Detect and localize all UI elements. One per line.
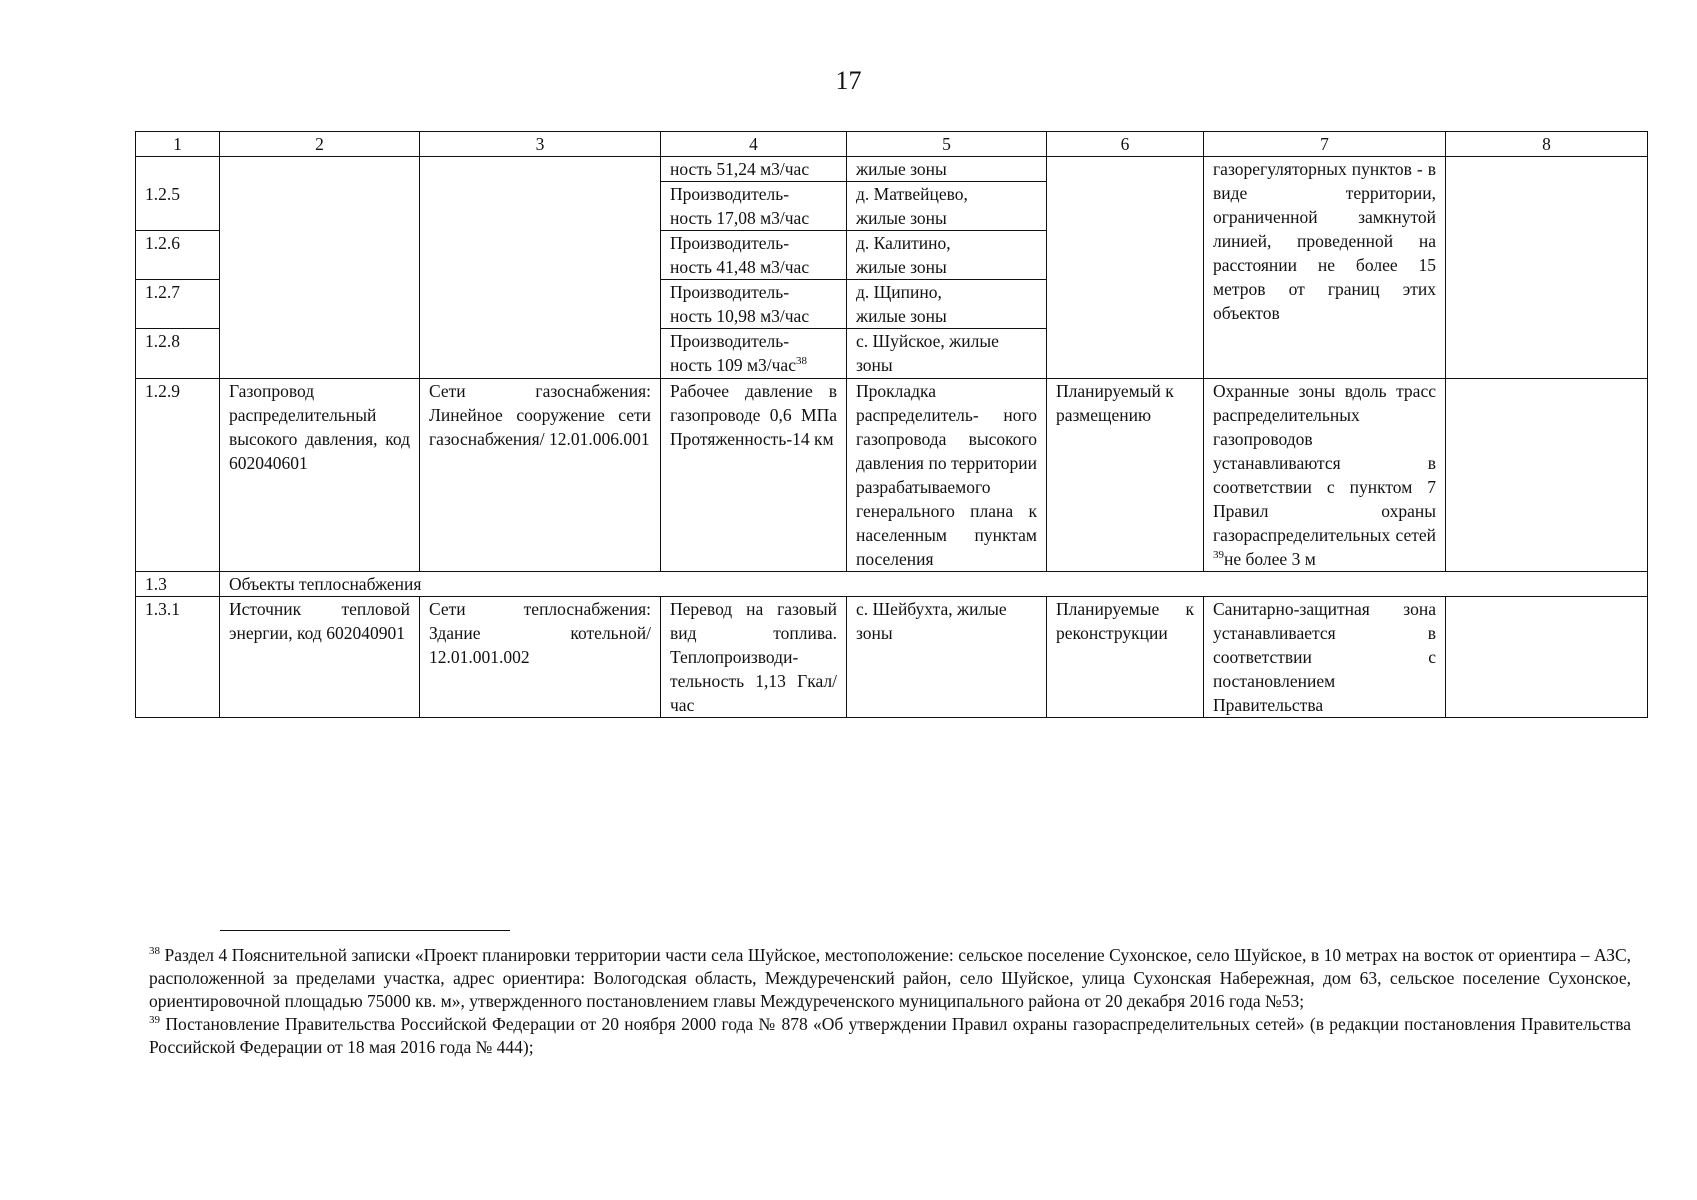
location-cell xyxy=(847,182,1047,231)
location-name: д. Матвейцево, xyxy=(856,184,968,204)
capacity-value: ность 17,08 м3/час xyxy=(670,208,810,228)
capacity-cell xyxy=(661,231,847,280)
header-cell: 4 xyxy=(661,132,847,157)
location-cell: Прокладка распределитель- ного газопровода высокого давления по территории разрабатываемого генерального плана к населенным пунктам поселения xyxy=(847,379,1047,572)
location-cell xyxy=(847,231,1047,280)
table-row xyxy=(136,379,1648,572)
table-row xyxy=(136,597,1648,718)
location-name: д. Щипино, xyxy=(856,282,942,302)
location-zone: жилые зоны xyxy=(856,306,947,326)
empty-cell xyxy=(220,157,420,379)
empty-cell xyxy=(1446,157,1648,379)
location-cell xyxy=(847,280,1047,329)
network-cell: Сети теплоснабжения: Здание котельной/ 12.01.001.002 xyxy=(420,597,661,718)
location-cell xyxy=(847,329,1047,379)
header-cell: 3 xyxy=(420,132,661,157)
empty-cell xyxy=(1446,379,1648,572)
capacity-label: Производитель- xyxy=(670,331,790,351)
header-cell: 8 xyxy=(1446,132,1648,157)
zone-text-end: не более 3 м xyxy=(1224,549,1316,569)
location-cell: жилые зоны xyxy=(847,157,1047,182)
zone-cell xyxy=(1204,379,1446,572)
footnote-text: Постановление Правительства Российской Федерации от 20 ноября 2000 года № 878 «Об утверждении Правил охраны газораспределительных сетей» (в редакции постановления Правительства Российской Федерации от 18 мая 2016 года № 444); xyxy=(149,1014,1631,1057)
capacity-label: Производитель- xyxy=(670,184,790,204)
zone-text: Охранные зоны вдоль трасс распределительных газопроводов устанавливаются в соответствии с пунктом 7 Правил охраны газораспределительных сетей xyxy=(1213,381,1436,545)
capacity-value: ность 41,48 м3/час xyxy=(670,257,810,277)
table-row xyxy=(136,157,1648,182)
header-row xyxy=(136,132,1648,157)
main-table xyxy=(135,131,1648,718)
status-cell: Планируемый к размещению xyxy=(1047,379,1204,572)
section-title: Объекты теплоснабжения xyxy=(220,572,1648,597)
network-cell: Сети газоснабжения: Линейное сооружение сети газоснабжения/ 12.01.006.001 xyxy=(420,379,661,572)
row-number xyxy=(136,157,220,182)
capacity-label: Производитель- xyxy=(670,282,790,302)
empty-cell xyxy=(1446,597,1648,718)
location-name: д. Калитино, xyxy=(856,233,951,253)
capacity-cell xyxy=(661,280,847,329)
row-number: 1.2.9 xyxy=(136,379,220,572)
capacity-label: Производитель- xyxy=(670,233,790,253)
location-zone: жилые зоны xyxy=(856,257,947,277)
footnote-mark: 38 xyxy=(149,945,160,958)
footnote-mark: 39 xyxy=(149,1014,160,1027)
object-cell: Источник тепловой энергии, код 602040901 xyxy=(220,597,420,718)
footnote-ref: 39 xyxy=(1213,549,1224,562)
row-number: 1.3.1 xyxy=(136,597,220,718)
capacity-cell xyxy=(661,329,847,379)
empty-cell xyxy=(1047,157,1204,379)
footnote-text: Раздел 4 Пояснительной записки «Проект планировки территории части села Шуйское, местоположение: сельское поселение Сухонское, село Шуйское, в 10 метрах на восток от ориентира – АЗС, расположенной за пределами участка, адрес ориентира: Вологодская область, Междуреченский район, село Шуйское, улица Сухонская Набережная, дом 63, сельское поселение Сухонское, ориентировочной площадью 75000 кв. м», утвержденного постановлением главы Междуреченского муниципального района от 20 декабря 2016 года №53; xyxy=(149,945,1632,1011)
row-number: 1.2.5 xyxy=(136,182,220,231)
row-number: 1.3 xyxy=(136,572,220,597)
capacity-value: ность 10,98 м3/час xyxy=(670,306,810,326)
location-cell: с. Шейбухта, жилые зоны xyxy=(847,597,1047,718)
row-number: 1.2.8 xyxy=(136,329,220,379)
footnote xyxy=(149,944,1631,1013)
characteristics-cell: Перевод на газовый вид топлива. Теплопроизводи- тельность 1,13 Гкал/час xyxy=(661,597,847,718)
header-cell: 7 xyxy=(1204,132,1446,157)
footnote xyxy=(149,1013,1631,1059)
empty-cell xyxy=(420,157,661,379)
header-cell: 1 xyxy=(136,132,220,157)
header-cell: 6 xyxy=(1047,132,1204,157)
location-name: с. Шуйское, жилые xyxy=(856,331,999,351)
capacity-cell: ность 51,24 м3/час xyxy=(661,157,847,182)
header-cell: 2 xyxy=(220,132,420,157)
status-cell: Планируемые к реконструкции xyxy=(1047,597,1204,718)
section-row xyxy=(136,572,1648,597)
footnote-ref: 38 xyxy=(795,355,807,368)
capacity-value: ность 109 м3/час xyxy=(670,355,796,375)
header-cell: 5 xyxy=(847,132,1047,157)
capacity-cell xyxy=(661,182,847,231)
object-cell: Газопровод распределительный высокого давления, код 602040601 xyxy=(220,379,420,572)
page-number: 17 xyxy=(835,66,862,95)
footnotes xyxy=(149,944,1631,1059)
zone-cell: газорегуляторных пунктов - в виде территории, ограниченной замкнутой линией, проведенной на расстоянии не более 15 метров от границ этих объектов xyxy=(1204,157,1446,379)
row-number: 1.2.6 xyxy=(136,231,220,280)
location-zone: жилые зоны xyxy=(856,208,947,228)
row-number: 1.2.7 xyxy=(136,280,220,329)
location-zone: зоны xyxy=(856,355,893,375)
characteristics-cell: Рабочее давление в газопроводе 0,6 МПа Протяженность-14 км xyxy=(661,379,847,572)
footnote-divider xyxy=(220,930,510,931)
zone-cell: Санитарно-защитная зона устанавливается в соответствии с постановлением Правительства xyxy=(1204,597,1446,718)
